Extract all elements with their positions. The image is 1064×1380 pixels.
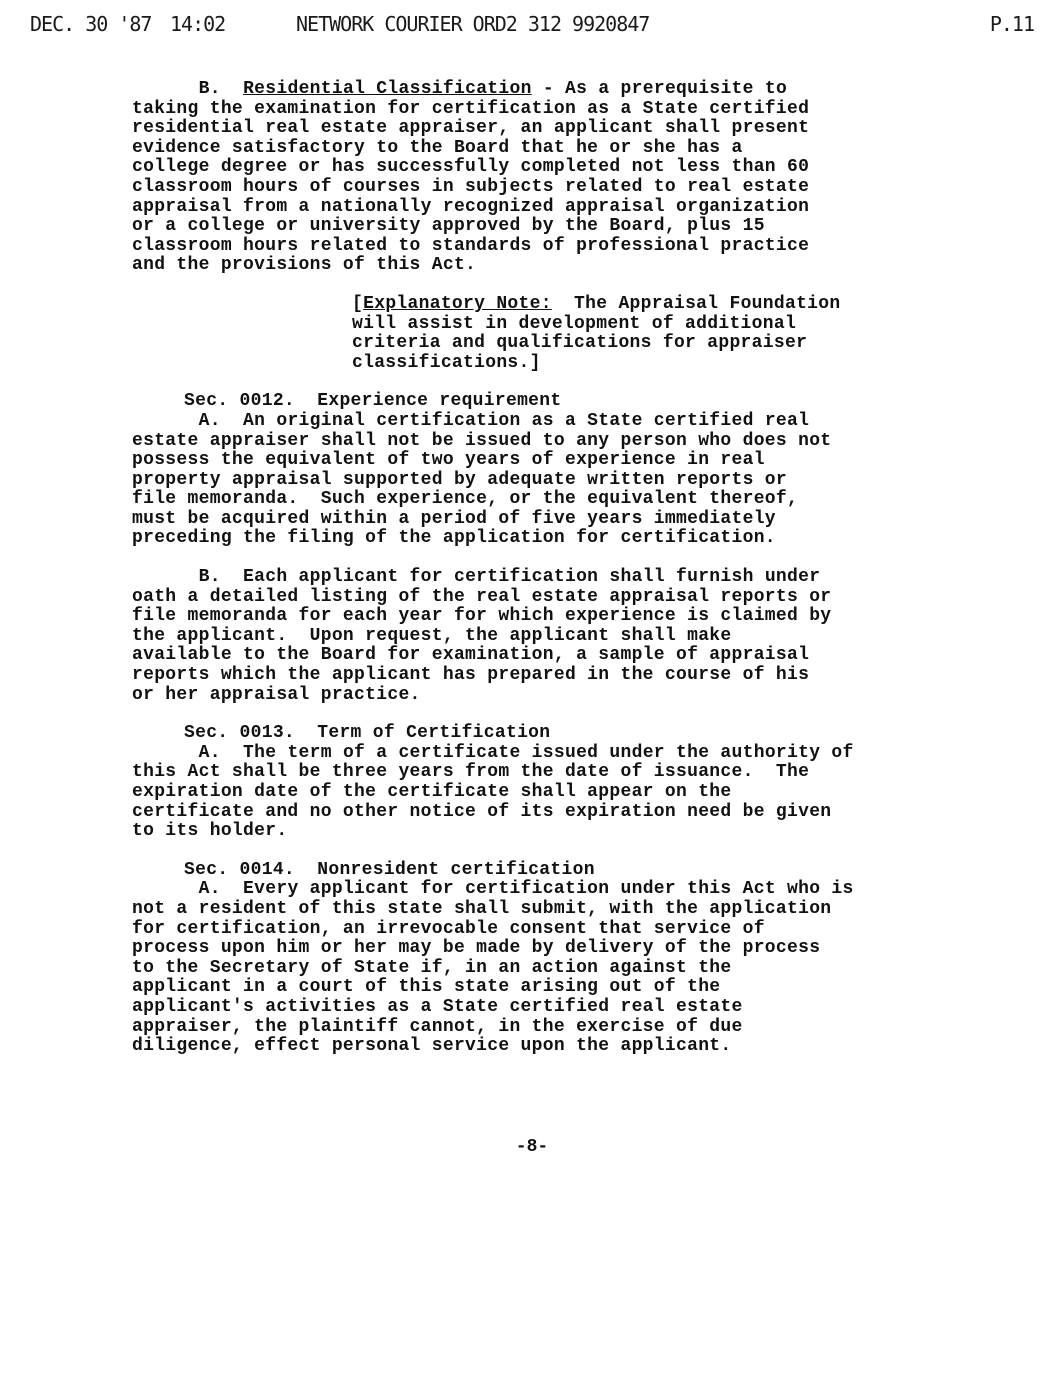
paragraph-line: reports which the applicant has prepared in the course of his — [132, 665, 810, 686]
paragraph-line — [132, 568, 932, 588]
note-text: The Appraisal Foundation — [551, 293, 841, 314]
fax-time: 14:02 — [170, 12, 226, 36]
paragraph-line: appraiser, the plaintiff cannot, in the exercise of due — [132, 1016, 743, 1037]
section-number: Sec. 0014. — [184, 859, 296, 880]
paragraph-line — [132, 80, 932, 100]
paragraph-text: A. Every applicant for certification under this Act who is — [198, 879, 854, 900]
paragraph-line: must be acquired within a period of five years immediately — [132, 508, 776, 529]
paragraph-line: for certification, an irrevocable consent that service of — [132, 918, 765, 939]
fax-date: DEC. 30 '87 — [30, 12, 152, 36]
note-line: will assist in development of additional — [352, 313, 797, 334]
paragraph-line: not a resident of this state shall submit, with the application — [132, 898, 832, 919]
sec-0014-paragraph-a — [132, 880, 932, 1056]
note-line — [352, 295, 932, 315]
note-line: criteria and qualifications for appraiser — [352, 333, 808, 354]
sec-0012-paragraph-b — [132, 568, 932, 705]
paragraph-text: A. The term of a certificate issued under the authority of — [198, 742, 854, 763]
section-title: Experience requirement — [317, 391, 562, 412]
sec-0012-paragraph-a — [132, 412, 932, 549]
fax-sender: NETWORK COURIER ORD2 312 9920847 — [296, 12, 650, 36]
section-heading-0014 — [132, 861, 932, 881]
paragraph-line: process upon him or her may be made by delivery of the process — [132, 938, 821, 959]
section-title: Term of Certification — [317, 723, 551, 744]
paragraph-line: file memoranda for each year for which experience is claimed by — [132, 606, 832, 627]
paragraph-line: available to the Board for examination, a sample of appraisal — [132, 645, 810, 666]
paragraph-label: B. — [198, 79, 221, 99]
paragraph-line: estate appraiser shall not be issued to any person who does not — [132, 430, 832, 451]
residential-classification-paragraph — [132, 80, 932, 276]
paragraph-line: applicant in a court of this state arising out of the — [132, 977, 721, 998]
paragraph-line: taking the examination for certification as a State certified — [132, 98, 810, 119]
explanatory-note-label: Explanatory Note: — [363, 293, 552, 314]
section-number: Sec. 0012. — [184, 391, 296, 412]
document-body — [132, 80, 932, 1076]
paragraph-line: diligence, effect personal service upon the applicant. — [132, 1036, 732, 1057]
section-heading-0012 — [132, 392, 932, 412]
paragraph-line: residential real estate appraiser, an applicant shall present — [132, 118, 810, 139]
paragraph-line: to the Secretary of State if, in an action against the — [132, 957, 732, 978]
paragraph-line: or a college or university approved by the Board, plus 15 — [132, 216, 765, 237]
paragraph-line: possess the equivalent of two years of experience in real — [132, 450, 765, 471]
paragraph-line — [132, 880, 932, 900]
paragraph-line — [132, 744, 932, 764]
residential-classification-heading: Residential Classification — [243, 79, 532, 99]
section-number: Sec. 0013. — [184, 723, 296, 744]
note-bracket: [ — [352, 293, 364, 314]
paragraph-line: applicant's activities as a State certified real estate — [132, 996, 743, 1017]
paragraph-line: evidence satisfactory to the Board that he or she has a — [132, 137, 743, 158]
paragraph-line: or her appraisal practice. — [132, 684, 421, 705]
page-number: -8- — [515, 1137, 549, 1157]
fax-header — [30, 12, 1034, 42]
note-line: classifications.] — [352, 352, 541, 373]
paragraph-line: and the provisions of this Act. — [132, 255, 477, 276]
paragraph-text: A. An original certification as a State certified real — [198, 410, 810, 431]
paragraph-line — [132, 412, 932, 432]
paragraph-line: classroom hours related to standards of professional practice — [132, 235, 810, 256]
explanatory-note — [132, 295, 932, 373]
section-title: Nonresident certification — [317, 859, 595, 880]
paragraph-line: to its holder. — [132, 821, 288, 842]
paragraph-line: oath a detailed listing of the real estate appraisal reports or — [132, 586, 832, 607]
paragraph-line: expiration date of the certificate shall appear on the — [132, 782, 732, 802]
paragraph-text: B. Each applicant for certification shall furnish under — [198, 567, 821, 588]
fax-page-number: P.11 — [989, 12, 1034, 36]
section-heading-0013 — [132, 724, 932, 744]
paragraph-text: - As a prerequisite to — [531, 79, 788, 99]
paragraph-line: this Act shall be three years from the date of issuance. The — [132, 762, 810, 783]
paragraph-line: college degree or has successfully completed not less than 60 — [132, 157, 810, 178]
paragraph-line: appraisal from a nationally recognized appraisal organization — [132, 196, 810, 217]
paragraph-line: file memoranda. Such experience, or the equivalent thereof, — [132, 489, 799, 510]
paragraph-line: classroom hours of courses in subjects related to real estate — [132, 176, 810, 197]
paragraph-line: certificate and no other notice of its expiration need be given — [132, 801, 832, 822]
paragraph-line: the applicant. Upon request, the applicant shall make — [132, 625, 732, 646]
paragraph-line: preceding the filing of the application for certification. — [132, 528, 776, 549]
sec-0013-paragraph-a — [132, 744, 932, 842]
paragraph-line: property appraisal supported by adequate written reports or — [132, 469, 788, 490]
